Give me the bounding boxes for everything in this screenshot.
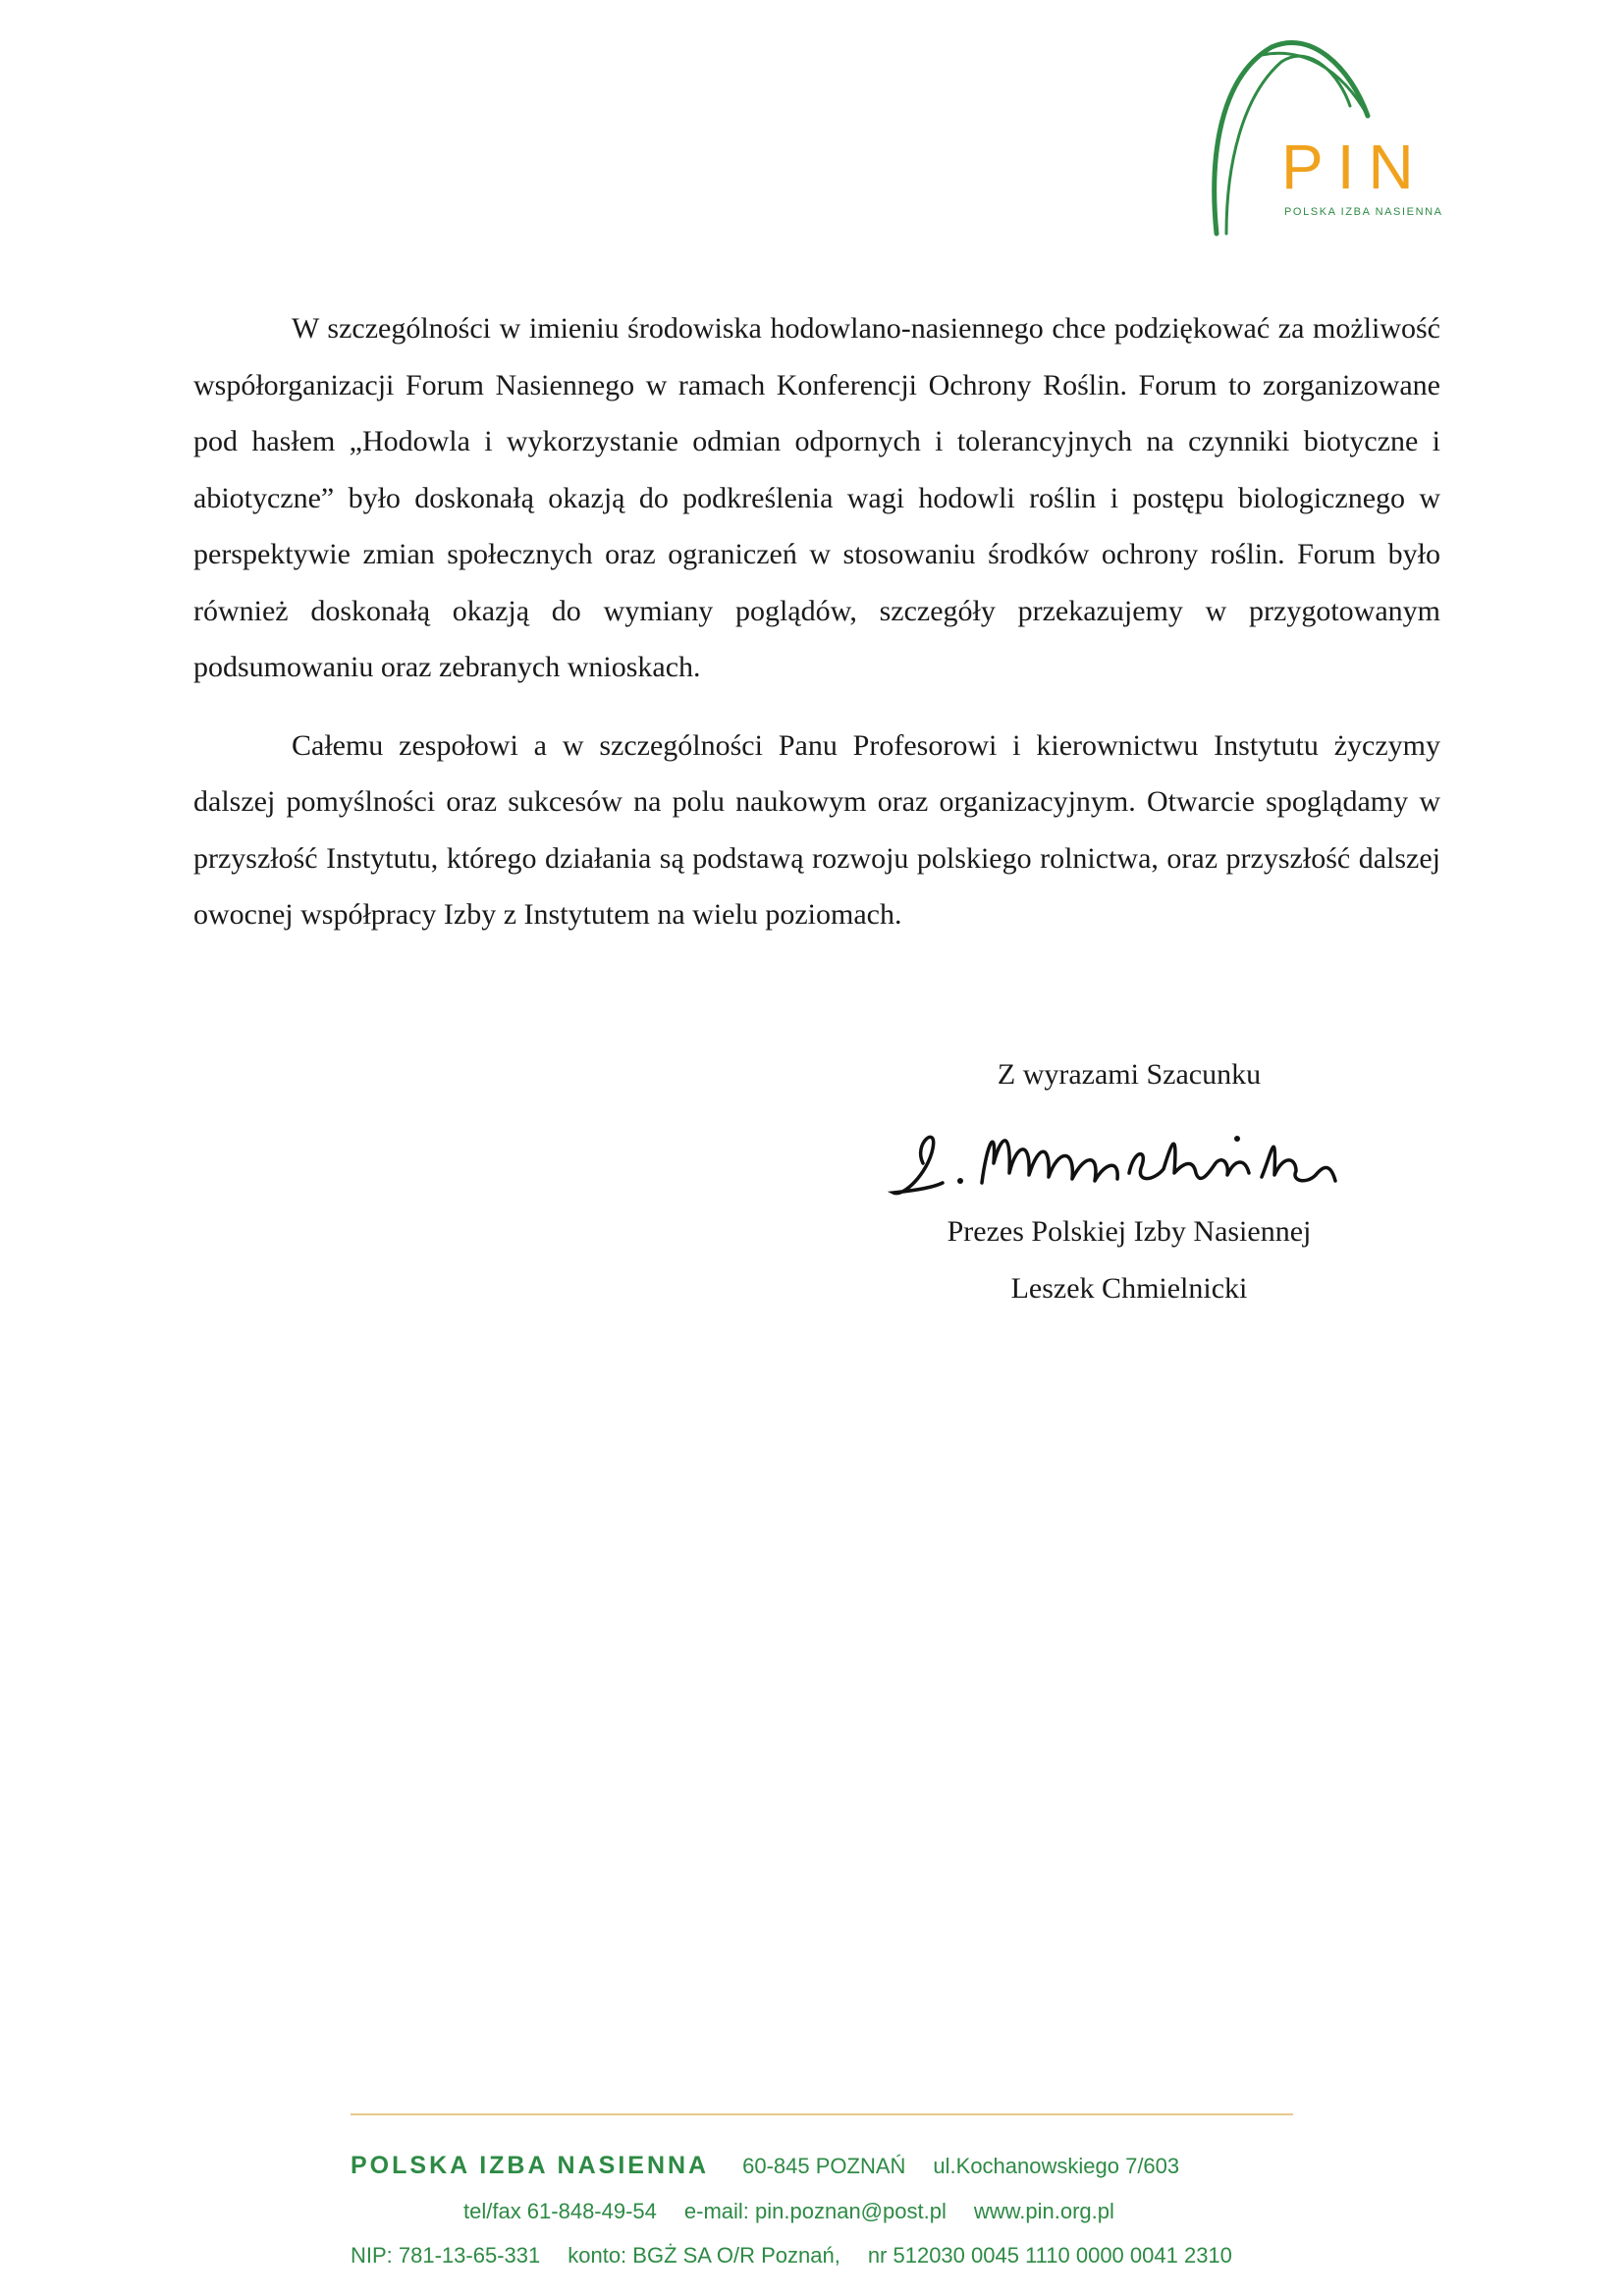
- closing-greeting: Z wyrazami Szacunku: [997, 1058, 1262, 1091]
- footer-phone: tel/fax 61-848-49-54: [463, 2199, 657, 2223]
- letter-body: [193, 300, 1440, 943]
- handwritten-signature: [884, 1104, 1394, 1212]
- paragraph-2: Całemu zespołowi a w szczególności Panu Profesorowi i kierownictwu Instytutu życzymy dalszej pomyślności oraz sukcesów na polu naukowym oraz organizacyjnym. Otwarcie spoglądamy w przyszłość Instytutu, którego działania są podstawą rozwoju polskiego rolnictwa, oraz przyszłość dalszej owocnej współpracy Izby z Instytutem na wielu poziomach.: [193, 728, 1440, 931]
- logo-subtitle: POLSKA IZBA NASIENNA: [1284, 206, 1443, 218]
- footer-divider: [351, 2113, 1293, 2115]
- footer-nip: NIP: 781-13-65-331: [351, 2243, 541, 2268]
- logo-wordmark: PIN: [1281, 132, 1428, 202]
- footer-postal: 60-845 POZNAŃ: [742, 2154, 906, 2178]
- footer-row-contact: [463, 2199, 1114, 2224]
- footer-account-number: nr 512030 0045 1110 0000 0041 2310: [867, 2243, 1232, 2268]
- paragraph-1: W szczególności w imieniu środowiska hodowlano-nasiennego chce podziękować za możliwość współorganizacji Forum Nasiennego w ramach Konferencji Ochrony Roślin. Forum to zorganizowane pod hasłem „Hodowla i wykorzystanie odmian odpornych i tolerancyjnych na czynniki biotyczne i abiotyczne” było doskonałą okazją do podkreślenia wagi hodowli roślin i postępu biologicznego w perspektywie zmian społecznych oraz ograniczeń w stosowaniu środków ochrony roślin. Forum było również doskonałą okazją do wymiany poglądów, szczegóły przekazujemy w przygotowanym podsumowaniu oraz zebranych wnioskach.: [193, 312, 1440, 683]
- footer-brand: POLSKA IZBA NASIENNA: [351, 2152, 710, 2179]
- footer-row-address: [351, 2152, 1179, 2180]
- footer-street: ul.Kochanowskiego 7/603: [933, 2154, 1180, 2178]
- footer-website: www.pin.org.pl: [973, 2199, 1114, 2223]
- signatory-title: Prezes Polskiej Izby Nasiennej: [947, 1215, 1312, 1248]
- signatory-name: Leszek Chmielnicki: [1010, 1272, 1248, 1305]
- footer-account: konto: BGŻ SA O/R Poznań,: [568, 2243, 840, 2268]
- footer-row-bank: [351, 2243, 1232, 2269]
- pin-logo: [1203, 37, 1443, 243]
- footer-email: e-mail: pin.poznan@post.pl: [683, 2199, 947, 2223]
